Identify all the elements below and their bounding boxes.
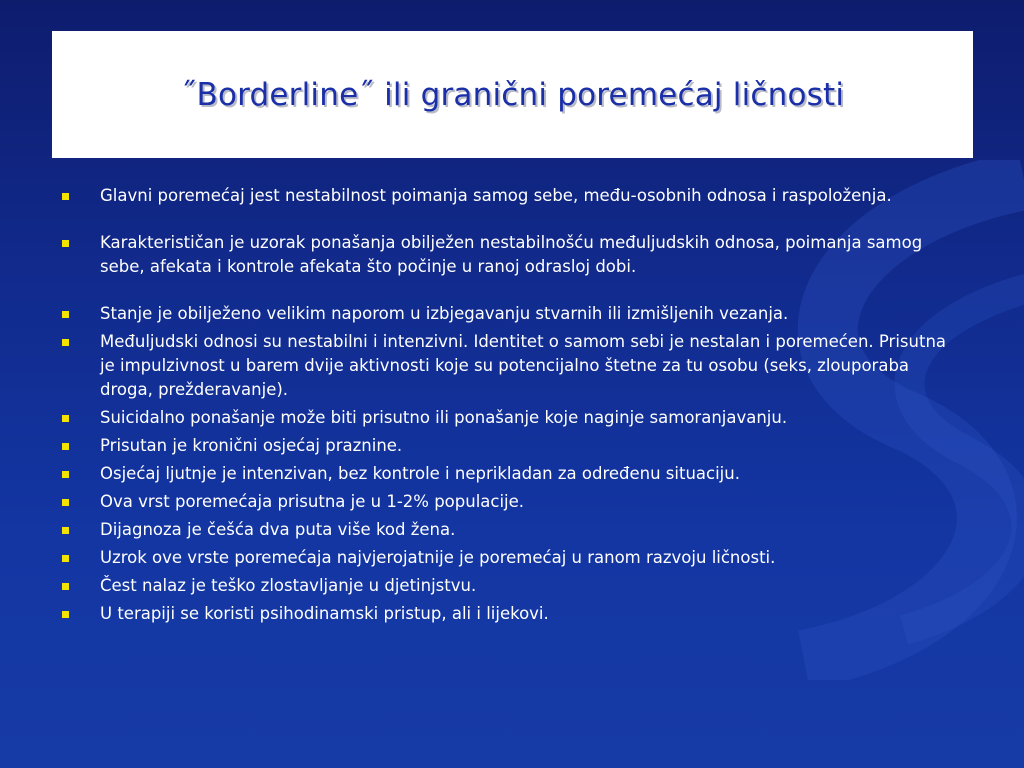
list-item-text: Ova vrst poremećaja prisutna je u 1-2% populacije. [100, 492, 525, 511]
list-item [62, 406, 962, 430]
square-bullet-icon [62, 555, 69, 562]
square-bullet-icon [62, 415, 69, 422]
list-item-text: Uzrok ove vrste poremećaja najvjerojatnije je poremećaj u ranom razvoju ličnosti. [100, 548, 776, 567]
list-item [62, 231, 962, 279]
square-bullet-icon [62, 339, 69, 346]
bullet-list [62, 184, 962, 630]
list-item [62, 518, 962, 542]
square-bullet-icon [62, 611, 69, 618]
list-item [62, 434, 962, 458]
square-bullet-icon [62, 527, 69, 534]
list-item-text: Osjećaj ljutnje je intenzivan, bez kontrole i neprikladan za određenu situaciju. [100, 464, 740, 483]
list-item-text: Glavni poremećaj jest nestabilnost poimanja samog sebe, među-osobnih odnosa i raspoloženja. [100, 186, 892, 205]
square-bullet-icon [62, 443, 69, 450]
list-item [62, 330, 962, 402]
square-bullet-icon [62, 499, 69, 506]
list-item [62, 462, 962, 486]
square-bullet-icon [62, 471, 69, 478]
list-item [62, 302, 962, 326]
list-item-text: Čest nalaz je teško zlostavljanje u djetinjstvu. [100, 576, 477, 595]
square-bullet-icon [62, 583, 69, 590]
list-item-text: Dijagnoza je češća dva puta više kod žena. [100, 520, 456, 539]
list-item [62, 546, 962, 570]
list-item-text: U terapiji se koristi psihodinamski pristup, ali i lijekovi. [100, 604, 549, 623]
list-item-text: Suicidalno ponašanje može biti prisutno ili ponašanje koje naginje samoranjavanju. [100, 408, 788, 427]
square-bullet-icon [62, 240, 69, 247]
list-item [62, 574, 962, 598]
list-item [62, 602, 962, 626]
list-item [62, 490, 962, 514]
list-item-text: Prisutan je kronični osjećaj praznine. [100, 436, 403, 455]
list-item-text: Međuljudski odnosi su nestabilni i intenzivni. Identitet o samom sebi je nestalan i poremećen. Prisutna je impulzivnost u barem dvije aktivnosti koje su potencijalno štetne za tu osobu (seks, zlouporaba droga, prežderavanje). [100, 332, 947, 399]
list-item-text: Stanje je obilježeno velikim naporom u izbjegavanju stvarnih ili izmišljenih vezanja. [100, 304, 789, 323]
slide-title: ˝Borderline˝ ili granični poremećaj ličnosti [180, 76, 845, 113]
square-bullet-icon [62, 193, 69, 200]
square-bullet-icon [62, 311, 69, 318]
list-item [62, 184, 962, 208]
list-item-text: Karakterističan je uzorak ponašanja obilježen nestabilnošću međuljudskih odnosa, poimanja samog sebe, afekata i kontrole afekata što počinje u ranoj odrasloj dobi. [100, 233, 923, 276]
title-box [52, 31, 973, 158]
